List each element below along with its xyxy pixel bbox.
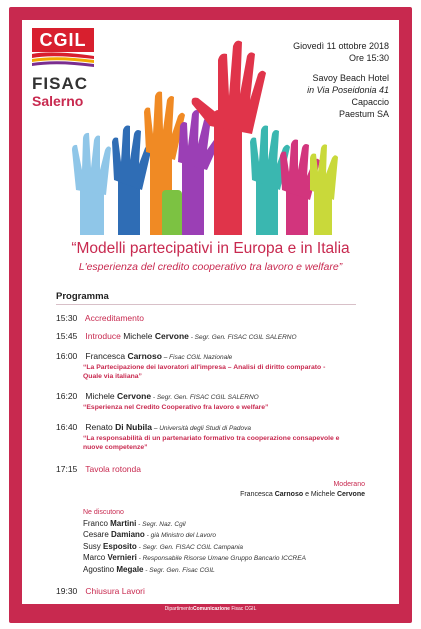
program-label: Accreditamento: [84, 313, 144, 323]
moderator-last-name: Cervone: [336, 491, 365, 498]
program-time: 17:15: [56, 464, 78, 474]
program-item: [56, 586, 386, 597]
panelist-role: - già Ministro del Lavoro: [144, 532, 216, 539]
conference-subtitle: L'esperienza del credito cooperativo tra lavoro e welfare”: [78, 261, 343, 273]
logo-cgil-text: CGIL: [32, 28, 94, 52]
footer-prefix: Dipartimento: [164, 606, 193, 612]
program-label: Introduce: [85, 331, 121, 341]
program-time: 15:30: [56, 313, 78, 323]
speaker-last-name: Cervone: [154, 331, 189, 341]
panelist-last-name: Damiano: [111, 530, 145, 539]
poster-content: [22, 20, 399, 604]
panelist-first-name: Marco: [83, 553, 106, 562]
moderators-label: Moderano: [333, 481, 365, 488]
panelist: [83, 553, 306, 565]
event-area: Paestum SA: [338, 109, 389, 119]
program-time: 19:30: [56, 586, 78, 596]
program-time: 16:00: [56, 351, 78, 361]
program-item: [56, 331, 386, 343]
program-item: [56, 351, 386, 381]
speaker-last-name: Di Nubila: [115, 422, 153, 432]
talk-title: “La responsabilità di un partenariato formativo tra cooperazione consapevole e nuove competenze”: [83, 435, 340, 451]
program-label: Tavola rotonda: [85, 464, 141, 474]
program-label: Chiusura Lavori: [85, 586, 145, 596]
event-address: in Via Poseidonia 41: [307, 85, 389, 95]
panelist-last-name: Vernieri: [107, 553, 137, 562]
program-divider: [56, 304, 356, 305]
moderators: [240, 480, 365, 500]
panelist: [83, 565, 306, 577]
panelist-role: - Segr. Naz. Cgil: [136, 520, 186, 528]
hand-purple: [178, 110, 220, 235]
panelist: [83, 530, 306, 542]
program-heading: Programma: [56, 291, 109, 302]
conference-title: “Modelli partecipativi in Europa e in Italia: [71, 240, 350, 257]
moderator-joiner: e Michele: [303, 491, 337, 498]
event-town: Capaccio: [351, 97, 389, 107]
event-time: Ore 15:30: [348, 53, 389, 63]
speaker-first-name: Renato: [85, 422, 113, 432]
logo-fisac-text: FISAC: [32, 74, 88, 93]
panelist: [83, 542, 306, 554]
panelist-last-name: Esposito: [103, 541, 137, 551]
program-time: 16:40: [56, 422, 78, 432]
speaker-last-name: Carnoso: [127, 351, 162, 361]
speaker-last-name: Cervone: [117, 391, 152, 401]
poster-frame: [9, 7, 412, 623]
panelist-first-name: Franco: [83, 518, 108, 528]
moderator-last-name: Carnoso: [274, 491, 304, 498]
footer-bold: Comunicazione: [193, 606, 230, 612]
speaker-role: - Segr. Gen. FISAC CGIL SALERNO: [151, 394, 259, 401]
panelist-last-name: Martini: [110, 518, 137, 528]
talk-title: “Esperienza nel Credito Cooperativo fra lavoro e welfare”: [83, 404, 269, 411]
speaker-role: – Università degli Studi di Padova: [152, 425, 252, 432]
moderator-first-name: Francesca: [240, 491, 273, 498]
event-venue: Savoy Beach Hotel: [312, 73, 389, 83]
speaker-first-name: Michele: [123, 331, 153, 341]
panelist-role: - Segr. Gen. Fisac CGIL: [143, 566, 215, 574]
panel: [83, 508, 306, 576]
speaker-role: – Fisac CGIL Nazionale: [161, 354, 233, 361]
program-time: 16:20: [56, 391, 78, 401]
footer-suffix: Fisac CGIL: [229, 606, 257, 612]
hand-green: [162, 190, 182, 235]
panelist-last-name: Megale: [116, 564, 144, 574]
panelist-first-name: Cesare: [83, 530, 109, 539]
speaker-role: - Segr. Gen. FISAC CGIL SALERNO: [188, 334, 297, 341]
logo-salerno-text: Salerno: [32, 93, 84, 109]
talk-title: “La Partecipazione dei lavoratori all'impresa – Analisi di diritto comparato - Quale via italiana”: [83, 364, 326, 380]
speaker-first-name: Francesca: [85, 351, 126, 361]
panelist-role: - Segr. Gen. FISAC CGIL Campania: [136, 543, 244, 551]
panelist-role: - Responsabile Risorse Umane Gruppo Bancario ICCREA: [136, 555, 306, 562]
program-item: [56, 391, 386, 412]
panelist-first-name: Susy: [83, 541, 101, 551]
panelist: [83, 519, 306, 531]
program-item: [56, 422, 386, 452]
program-time: 15:45: [56, 331, 78, 341]
hand-lightblue: [72, 133, 111, 235]
event-date: Giovedì 11 ottobre 2018: [293, 41, 389, 51]
panelist-first-name: Agostino: [83, 564, 115, 574]
speaker-first-name: Michele: [85, 391, 115, 401]
program-item: [56, 464, 386, 475]
panel-label: Ne discutono: [83, 509, 124, 516]
footer-text: [9, 606, 412, 612]
event-info: [269, 40, 389, 120]
program-item: [56, 313, 386, 324]
hand-lime: [310, 144, 338, 235]
